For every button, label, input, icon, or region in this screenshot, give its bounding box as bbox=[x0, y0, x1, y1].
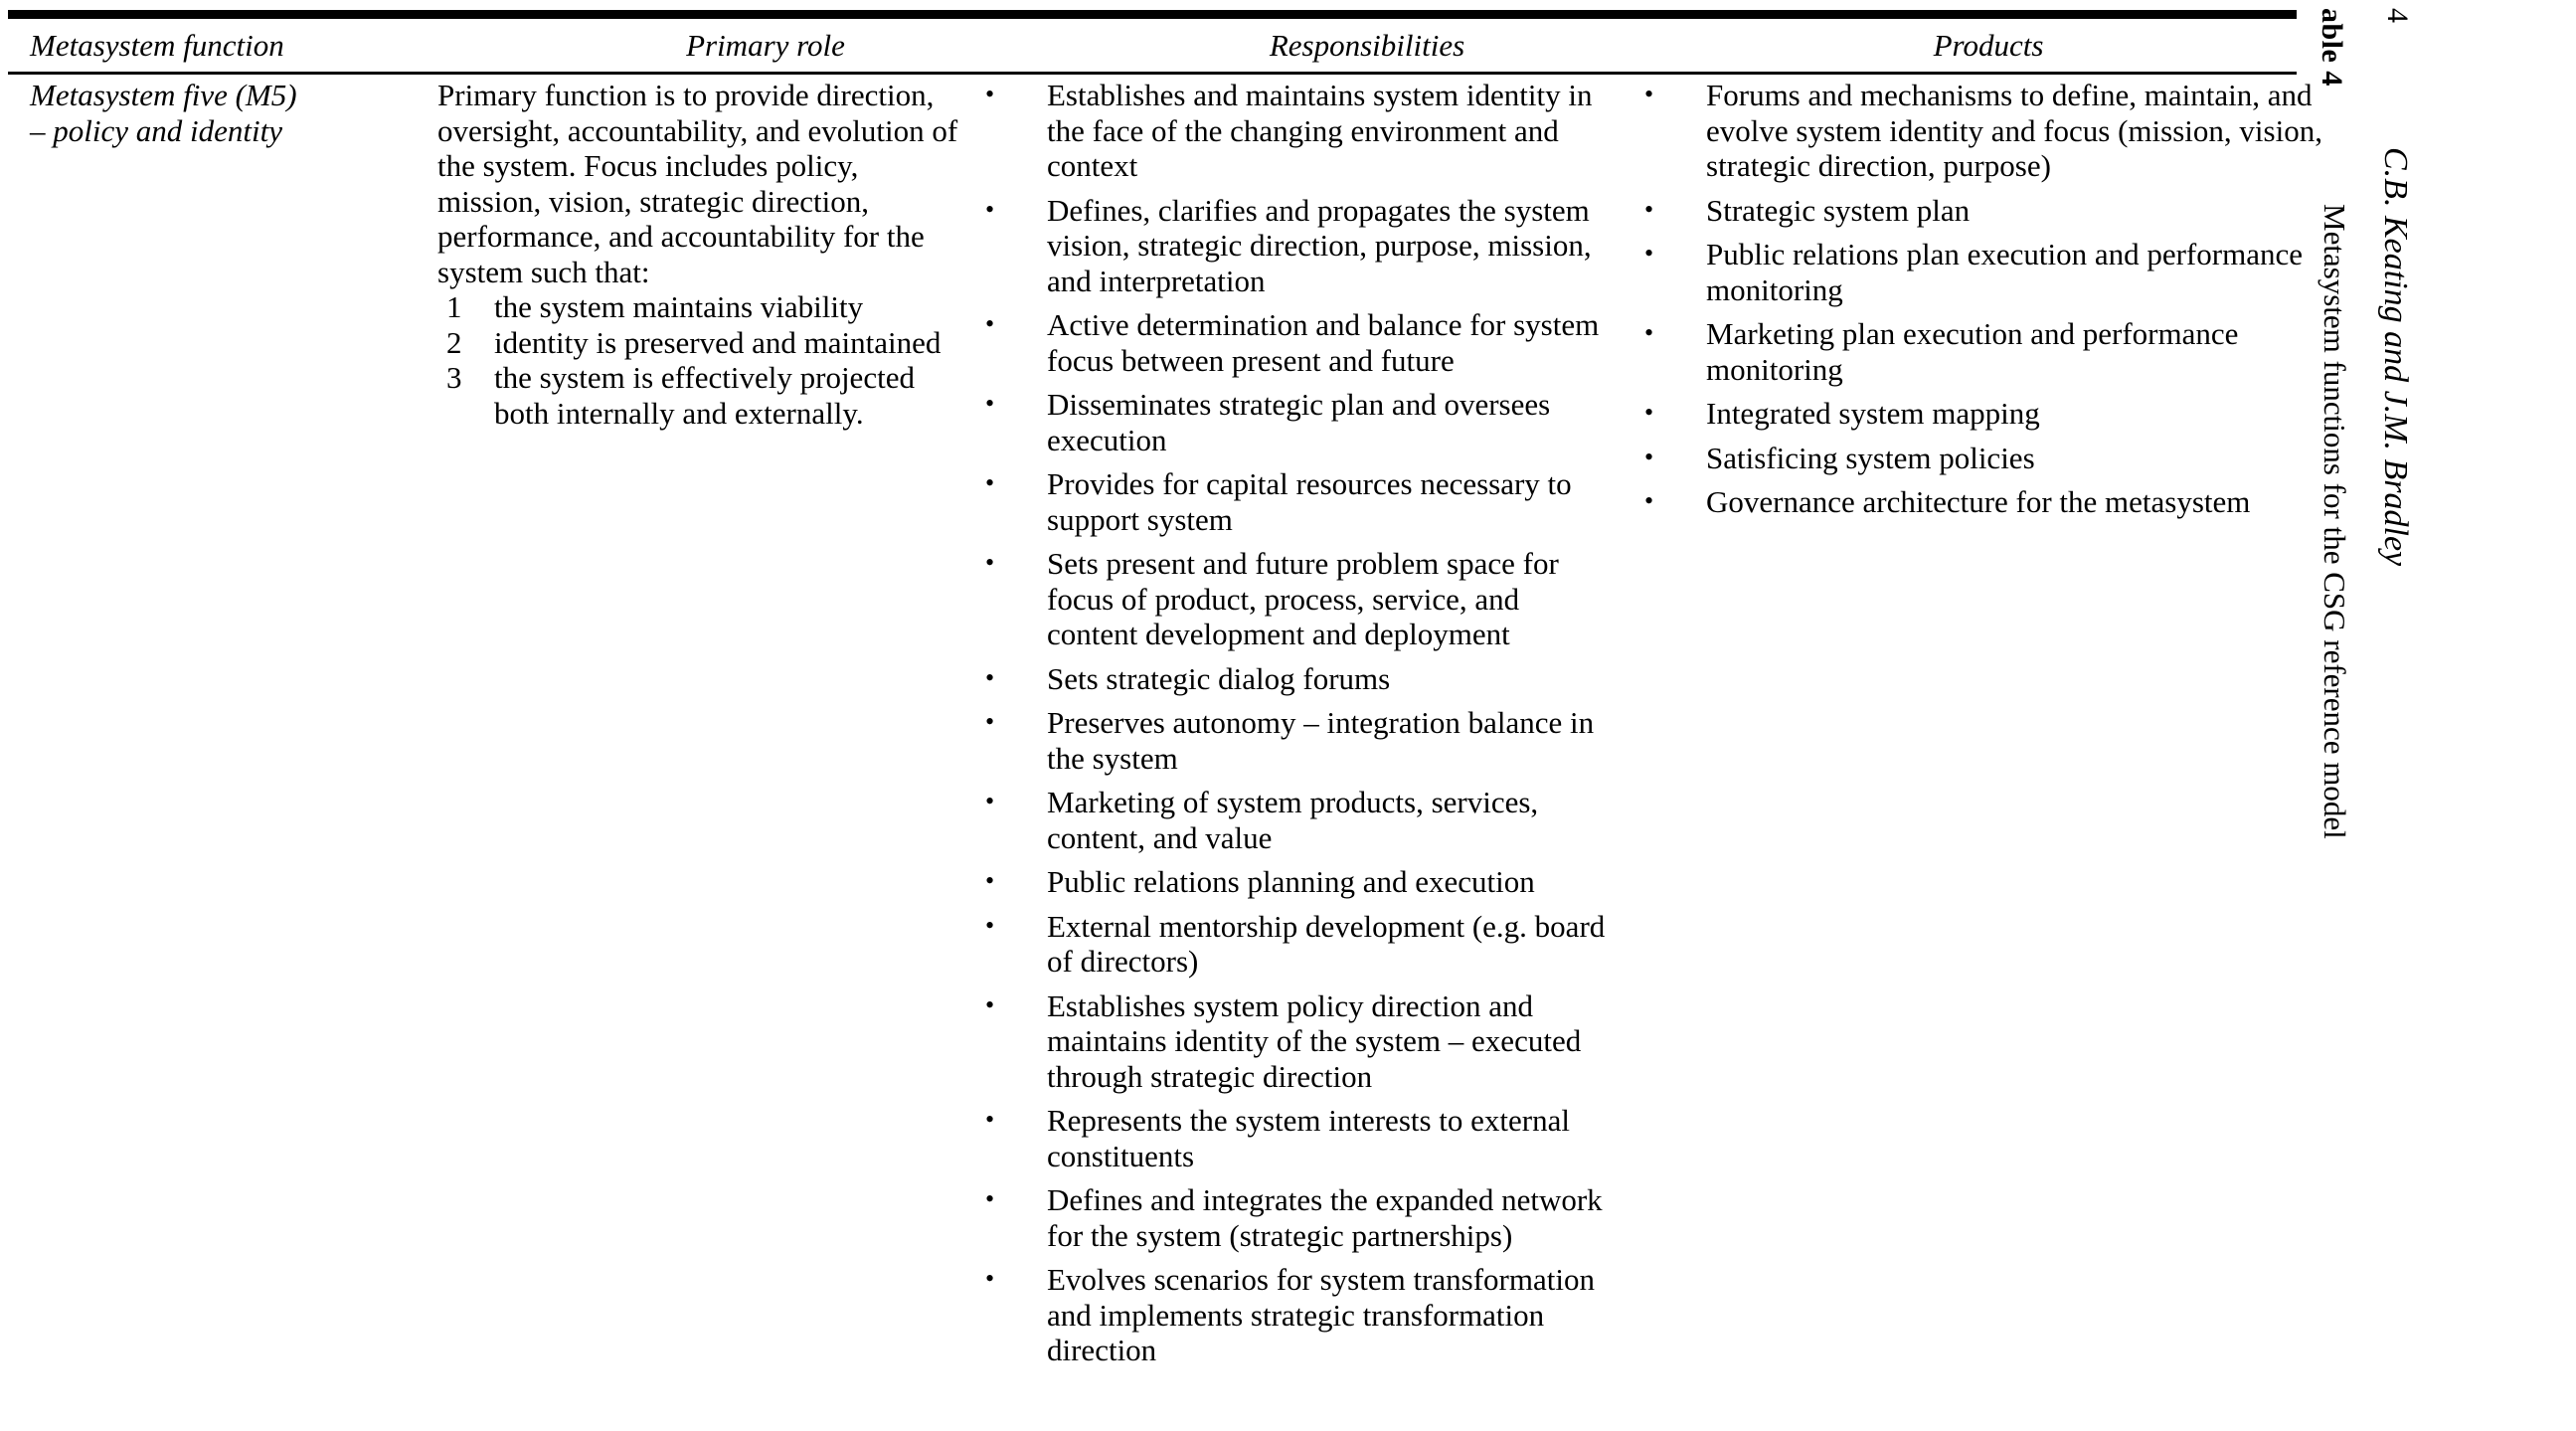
bullet-icon: • bbox=[985, 707, 995, 736]
primary-role-paragraph: Primary function is to provide direction, oversight, accountability, and evolution of the system. Focus includes policy, mission, vision, strategic direction, performance, and accountability for the system such that: bbox=[437, 78, 958, 289]
list-item bbox=[1638, 78, 2334, 184]
responsibility-text: Evolves scenarios for system transformation and implements strategic transformation direction bbox=[1047, 1262, 1595, 1367]
bullet-icon: • bbox=[985, 194, 995, 224]
product-text: Satisficing system policies bbox=[1706, 440, 2035, 475]
list-item bbox=[979, 1182, 1606, 1253]
table-header-rule bbox=[8, 72, 2297, 75]
responsibility-text: Preserves autonomy – integration balance in the system bbox=[1047, 705, 1595, 776]
responsibility-text: Marketing of system products, services, content, and value bbox=[1047, 785, 1539, 855]
bullet-icon: • bbox=[985, 468, 995, 497]
responsibility-text: Disseminates strategic plan and oversees execution bbox=[1047, 387, 1551, 457]
bullet-icon: • bbox=[1644, 80, 1654, 108]
metasystem-function-subtitle: – policy and identity bbox=[30, 113, 282, 148]
cell-primary-role bbox=[437, 78, 964, 431]
column-header-metasystem-function: Metasystem function bbox=[30, 28, 284, 63]
bullet-icon: • bbox=[1644, 239, 1654, 268]
bullet-icon: • bbox=[985, 866, 995, 895]
responsibilities-list bbox=[979, 78, 1606, 1368]
column-header-products: Products bbox=[1933, 28, 2044, 63]
list-item bbox=[979, 909, 1606, 980]
responsibility-text: Sets present and future problem space for focus of product, process, service, and content development and deployment bbox=[1047, 546, 1559, 651]
bullet-icon: • bbox=[985, 1184, 995, 1213]
list-item bbox=[1638, 193, 2334, 229]
list-item bbox=[1638, 396, 2334, 432]
column-header-responsibilities: Responsibilities bbox=[1269, 28, 1465, 63]
responsibility-text: Public relations planning and execution bbox=[1047, 864, 1535, 899]
list-item bbox=[1638, 237, 2334, 307]
list-item bbox=[979, 466, 1606, 537]
responsibility-text: Provides for capital resources necessary to support system bbox=[1047, 466, 1572, 537]
list-item bbox=[437, 325, 964, 361]
bullet-icon: • bbox=[1644, 486, 1654, 515]
page-number: 4 bbox=[2381, 8, 2414, 23]
list-item bbox=[1638, 484, 2334, 520]
responsibility-text: External mentorship development (e.g. board of directors) bbox=[1047, 908, 1606, 979]
list-item bbox=[979, 193, 1606, 299]
bullet-icon: • bbox=[1644, 318, 1654, 347]
list-item-text: the system is effectively projected both internally and externally. bbox=[494, 360, 915, 431]
responsibility-text: Represents the system interests to external constituents bbox=[1047, 1103, 1571, 1173]
list-item bbox=[437, 360, 964, 431]
responsibility-text: Sets strategic dialog forums bbox=[1047, 660, 1391, 696]
list-item-text: the system maintains viability bbox=[494, 289, 864, 324]
table-caption: Metasystem functions for the CSG reference model bbox=[2318, 204, 2352, 839]
metasystem-function-name: Metasystem five (M5) bbox=[30, 78, 297, 112]
list-item bbox=[979, 307, 1606, 378]
list-item bbox=[979, 864, 1606, 900]
list-item-number: 2 bbox=[446, 324, 462, 360]
responsibility-text: Defines and integrates the expanded network for the system (strategic partnerships) bbox=[1047, 1182, 1603, 1253]
responsibility-text: Defines, clarifies and propagates the system vision, strategic direction, purpose, mission, and interpretation bbox=[1047, 192, 1592, 298]
product-text: Marketing plan execution and performance monitoring bbox=[1706, 316, 2239, 387]
list-item bbox=[979, 1262, 1606, 1368]
responsibility-text: Establishes system policy direction and maintains identity of the system – executed through strategic direction bbox=[1047, 987, 1582, 1094]
bullet-icon: • bbox=[985, 1264, 995, 1293]
bullet-icon: • bbox=[985, 910, 995, 940]
product-text: Governance architecture for the metasystem bbox=[1706, 484, 2251, 519]
list-item bbox=[979, 705, 1606, 776]
list-item bbox=[979, 546, 1606, 652]
cell-metasystem-function bbox=[30, 78, 418, 149]
table-top-rule bbox=[8, 10, 2297, 19]
running-head-authors: C.B. Keating and J.M. Bradley bbox=[2377, 147, 2414, 567]
product-text: Public relations plan execution and performance monitoring bbox=[1706, 237, 2303, 307]
bullet-icon: • bbox=[985, 309, 995, 338]
list-item bbox=[979, 988, 1606, 1095]
list-item-number: 1 bbox=[446, 289, 462, 324]
column-header-primary-role: Primary role bbox=[686, 28, 845, 63]
list-item bbox=[979, 387, 1606, 457]
product-text: Forums and mechanisms to define, maintain, and evolve system identity and focus (mission, vision, strategic direction, purpose) bbox=[1706, 78, 2322, 183]
bullet-icon: • bbox=[985, 787, 995, 815]
responsibility-text: Establishes and maintains system identity in the face of the changing environment and context bbox=[1047, 78, 1593, 183]
bullet-icon: • bbox=[985, 989, 995, 1019]
table-number-label: able 4 bbox=[2316, 8, 2348, 87]
bullet-icon: • bbox=[985, 548, 995, 577]
bullet-icon: • bbox=[1644, 442, 1654, 471]
cell-responsibilities bbox=[979, 78, 1606, 1377]
bullet-icon: • bbox=[1644, 194, 1654, 224]
responsibility-text: Active determination and balance for system focus between present and future bbox=[1047, 307, 1600, 378]
bullet-icon: • bbox=[985, 80, 995, 108]
list-item bbox=[1638, 316, 2334, 387]
bullet-icon: • bbox=[985, 662, 995, 692]
bullet-icon: • bbox=[1644, 398, 1654, 427]
table-header-row bbox=[0, 22, 2307, 70]
list-item bbox=[979, 785, 1606, 855]
product-text: Strategic system plan bbox=[1706, 192, 1971, 228]
primary-role-numbered-list bbox=[437, 289, 964, 431]
products-list bbox=[1638, 78, 2334, 520]
list-item bbox=[1638, 441, 2334, 476]
list-item bbox=[437, 289, 964, 325]
list-item bbox=[979, 78, 1606, 184]
page-margin-furniture bbox=[2307, 0, 2576, 1431]
list-item-text: identity is preserved and maintained bbox=[494, 324, 942, 360]
list-item bbox=[979, 661, 1606, 697]
list-item bbox=[979, 1103, 1606, 1173]
cell-products bbox=[1638, 78, 2334, 529]
list-item-number: 3 bbox=[446, 360, 462, 395]
bullet-icon: • bbox=[985, 389, 995, 418]
product-text: Integrated system mapping bbox=[1706, 396, 2040, 431]
bullet-icon: • bbox=[985, 1105, 995, 1134]
